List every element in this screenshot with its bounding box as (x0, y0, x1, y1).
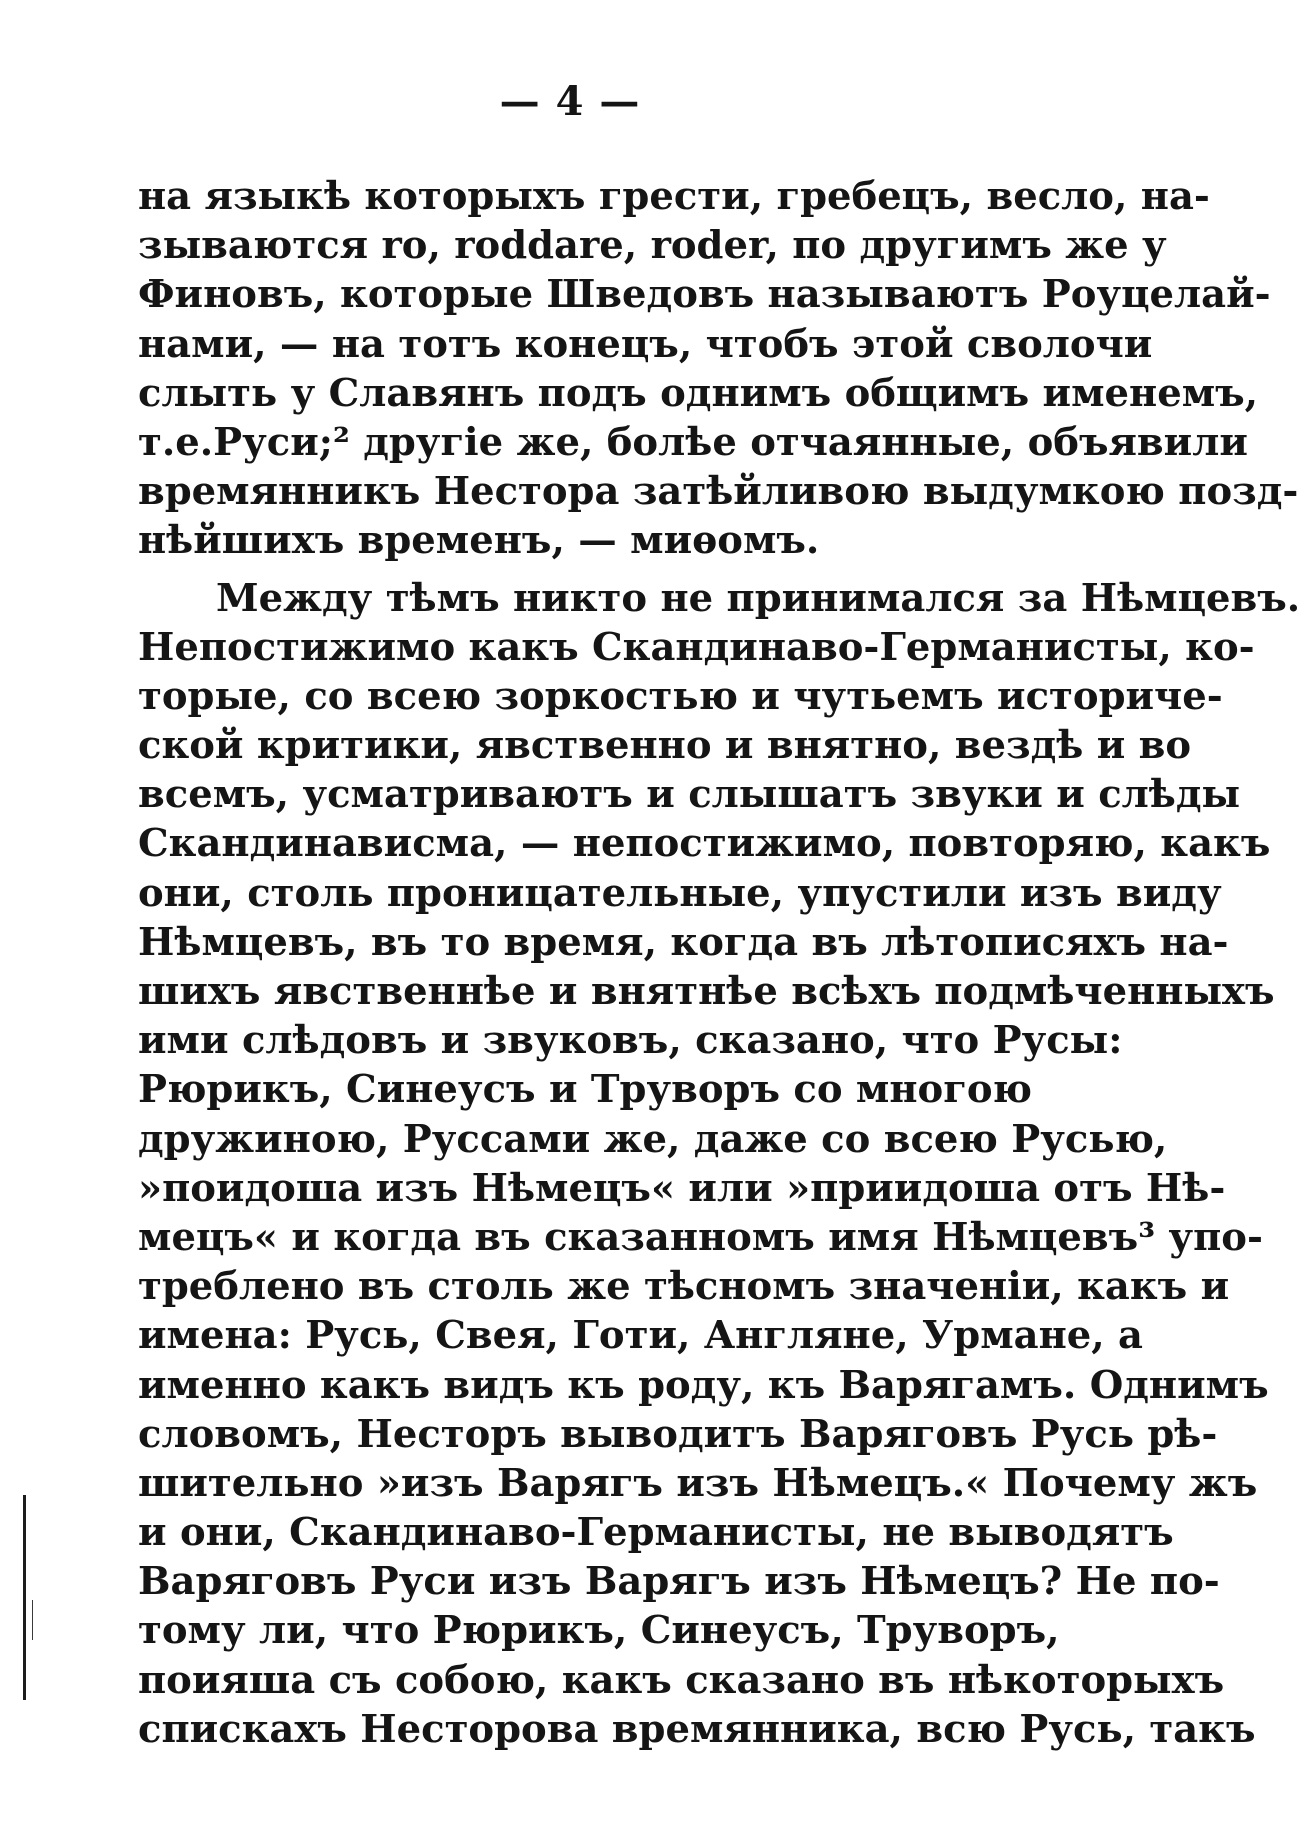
text-line: имена: Русь, Свея, Готи, Англяне, Урмане, а (138, 1313, 1144, 1359)
page-number: — 4 — (499, 78, 641, 125)
text-line: Варяговъ Руси изъ Варягъ изъ Нѣмецъ? Не по- (138, 1559, 1220, 1605)
text-line: нами, — на тотъ конецъ, чтобъ этой сволочи (138, 321, 1153, 367)
paragraph-1 (138, 172, 1299, 566)
text-line: и они, Скандинаво-Германисты, не выводятъ (138, 1510, 1174, 1556)
text-line: треблено въ столь же тѣсномъ значеніи, какъ и (138, 1264, 1230, 1310)
body-text (138, 172, 1300, 1754)
text-line: зываются ro, roddare, roder, по другимъ же у (138, 223, 1167, 269)
text-line: Рюрикъ, Синеусъ и Труворъ со многою (138, 1067, 1032, 1113)
text-line: слыть у Славянъ подъ однимъ общимъ именемъ, (138, 370, 1259, 416)
text-line: торые, со всею зоркостью и чутьемъ историче- (138, 673, 1223, 719)
text-line: »поидоша изъ Нѣмецъ« или »приидоша отъ Нѣ- (138, 1165, 1226, 1211)
text-line: ской критики, явственно и внятно, вездѣ и во (138, 723, 1192, 769)
text-line: словомъ, Несторъ выводитъ Варяговъ Русь рѣ- (138, 1411, 1218, 1457)
text-line: дружиною, Руссами же, даже со всею Русью, (138, 1116, 1168, 1162)
text-line: всемъ, усматриваютъ и слышатъ звуки и слѣды (138, 772, 1241, 818)
text-line: шительно »изъ Варягъ изъ Нѣмецъ.« Почему жъ (138, 1460, 1258, 1506)
text-line: Непостижимо какъ Скандинаво-Германисты, ко- (138, 624, 1255, 670)
text-line: они, столь проницательные, упустили изъ виду (138, 870, 1222, 916)
text-line: тому ли, что Рюрикъ, Синеусъ, Труворъ, (138, 1608, 1060, 1654)
text-line: т.е.Руси;² другіе же, болѣе отчаянные, объявили (138, 419, 1248, 465)
text-line: именно какъ видъ къ роду, къ Варягамъ. Однимъ (138, 1362, 1269, 1408)
text-line: Нѣмцевъ, въ то время, когда въ лѣтописяхъ на- (138, 919, 1229, 965)
text-line: мецъ« и когда въ сказанномъ имя Нѣмцевъ³ упо- (138, 1214, 1263, 1260)
scan-margin-mark (32, 1600, 33, 1640)
text-line: Между тѣмъ никто не принимался за Нѣмцевъ. (216, 575, 1300, 621)
text-line: спискахъ Несторова времянника, всю Русь, такъ (138, 1706, 1256, 1752)
text-line: Финовъ, которые Шведовъ называютъ Роуцелай- (138, 272, 1271, 318)
paragraph-2 (138, 574, 1300, 1755)
text-line: нѣйшихъ временъ, — миѳомъ. (138, 518, 820, 564)
paragraph-gap (138, 566, 1028, 574)
text-line: времянникъ Нестора затѣйливою выдумкою позд- (138, 469, 1299, 515)
text-line: шихъ явственнѣе и внятнѣе всѣхъ подмѣченныхъ (138, 969, 1275, 1014)
text-line: ими слѣдовъ и звуковъ, сказано, что Русы: (138, 1018, 1123, 1064)
text-line: Скандинависма, — непостижимо, повторяю, какъ (138, 821, 1271, 867)
text-line: поияша съ собою, какъ сказано въ нѣкоторыхъ (138, 1657, 1225, 1703)
scan-margin-bar (23, 1495, 26, 1700)
text-line: на языкѣ которыхъ грести, гребецъ, весло, на- (138, 174, 1210, 219)
